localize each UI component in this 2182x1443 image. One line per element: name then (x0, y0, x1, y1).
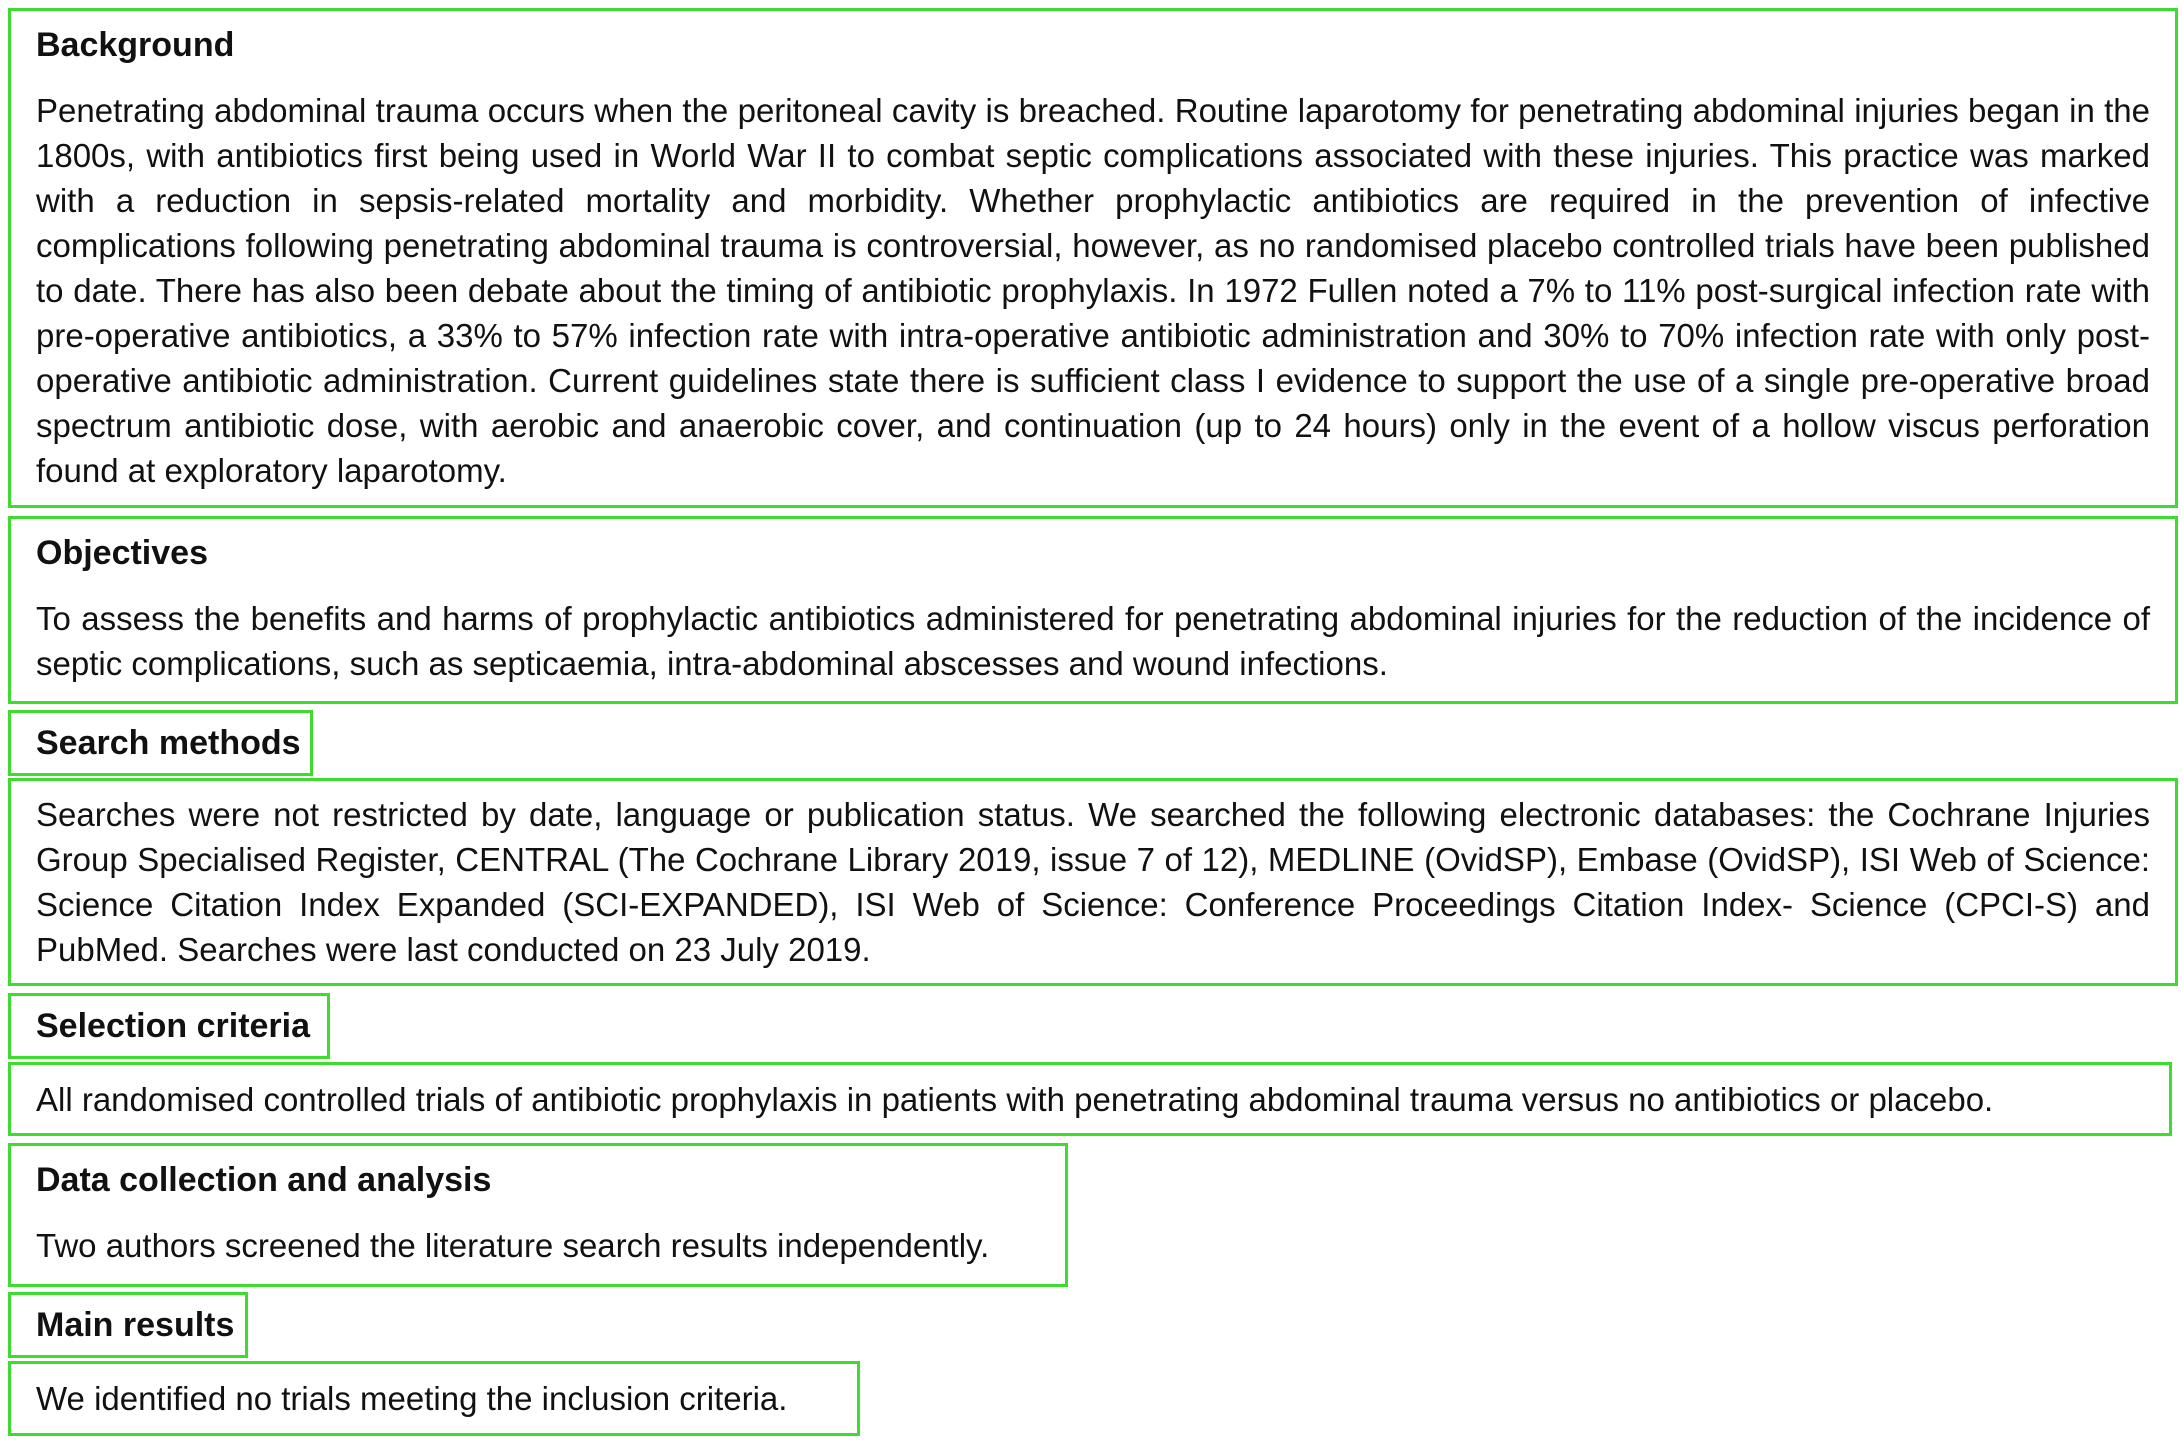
main-results-body-box (8, 1361, 860, 1436)
search-methods-heading-box (8, 710, 313, 776)
main-results-heading-box (8, 1292, 248, 1358)
objectives-text: To assess the benefits and harms of prophylactic antibiotics administered for penetrating abdominal injuries for the reduction of the incidence of septic complications, such as septicaemia, intra-abdominal abscesses and wound infections. (36, 600, 2150, 682)
selection-criteria-heading-box (8, 993, 330, 1059)
selection-criteria-heading: Selection criteria (36, 1007, 311, 1045)
search-methods-body-box (8, 778, 2178, 986)
data-collection-section (8, 1143, 1068, 1287)
objectives-heading: Objectives (36, 534, 208, 572)
data-collection-text: Two authors screened the literature search results independently. (36, 1227, 990, 1264)
objectives-section (8, 516, 2178, 704)
background-heading: Background (36, 26, 235, 64)
main-results-text: We identified no trials meeting the inclusion criteria. (36, 1380, 788, 1417)
data-collection-heading: Data collection and analysis (36, 1161, 492, 1199)
search-methods-heading: Search methods (36, 724, 301, 762)
background-text: Penetrating abdominal trauma occurs when the peritoneal cavity is breached. Routine laparotomy for penetrating abdominal injuries began in the 1800s, with antibiotics first being used in World War II to combat septic complications associated with these injuries. This practice was marked with a reduction in sepsis-related mortality and morbidity. Whether prophylactic antibiotics are required in the prevention of infective complications following penetrating abdominal trauma is controversial, however, as no randomised placebo controlled trials have been published to date. There has also been debate about the timing of antibiotic prophylaxis. In 1972 Fullen noted a 7% to 11% post-surgical infection rate with pre-operative antibiotics, a 33% to 57% infection rate with intra-operative antibiotic administration and 30% to 70% infection rate with only post-operative antibiotic administration. Current guidelines state there is sufficient class I evidence to support the use of a single pre-operative broad spectrum antibiotic dose, with aerobic and anaerobic cover, and continuation (up to 24 hours) only in the event of a hollow viscus perforation found at exploratory laparotomy. (36, 92, 2150, 489)
search-methods-text: Searches were not restricted by date, language or publication status. We searched the following electronic databases: the Cochrane Injuries Group Specialised Register, CENTRAL (The Cochrane Library 2019, issue 7 of 12), MEDLINE (OvidSP), Embase (OvidSP), ISI Web of Science: Science Citation Index Expanded (SCI-EXPANDED), ISI Web of Science: Conference Proceedings Citation Index- Science (CPCI-S) and PubMed. Searches were last conducted on 23 July 2019. (36, 796, 2150, 968)
main-results-heading: Main results (36, 1306, 235, 1344)
background-section (8, 8, 2178, 508)
selection-criteria-body-box (8, 1062, 2172, 1136)
selection-criteria-text: All randomised controlled trials of antibiotic prophylaxis in patients with penetrating abdominal trauma versus no antibiotics or placebo. (36, 1080, 1994, 1118)
